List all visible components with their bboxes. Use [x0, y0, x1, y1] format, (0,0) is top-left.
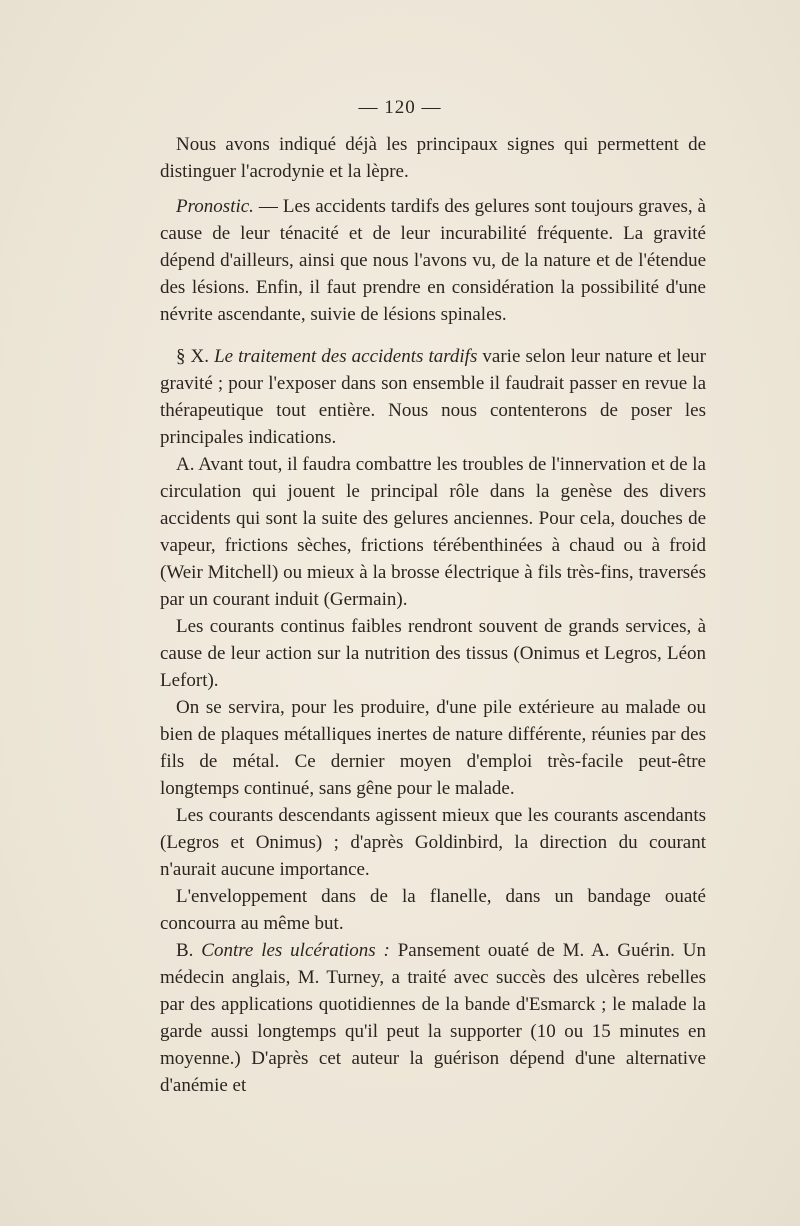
paragraph-text: Les courants descendants agissent mieux que les courants ascendants (Legros et Onimus) ; d'après Goldinbird, la direction du courant n'aurait aucune importance. — [160, 805, 706, 880]
section-letter: B. — [176, 940, 202, 961]
paragraph-b-ulcerations — [160, 937, 706, 1099]
paragraph-a-innervation — [160, 451, 706, 613]
paragraph-pronostic — [160, 193, 706, 328]
section-heading-ulcerations: Contre les ulcérations : — [201, 940, 390, 961]
paragraph-pile — [160, 694, 706, 802]
paragraph-courants-descendants — [160, 802, 706, 883]
paragraph-text: varie selon leur nature et leur gravité ; pour l'exposer dans son ensemble il faudrait passer en revue la thérapeutique tout entière. Nous nous contenterons de poser les principales indications. — [160, 346, 706, 448]
paragraph-text: — Les accidents tardifs des gelures sont toujours graves, à cause de leur ténacité et de leur incurabilité fréquente. La gravité dépend d'ailleurs, ainsi que nous l'avons vu, de la nature et de l'étendue des lésions. Enfin, il faut prendre en considération la possibilité d'une névrite ascendante, suivie de lésions spinales. — [160, 196, 706, 325]
paragraph-diagnosis-note — [160, 131, 706, 185]
page-number: — 120 — — [358, 97, 442, 118]
section-heading-pronostic: Pronostic. — [176, 196, 254, 217]
section-number: § X. — [176, 346, 215, 367]
section-heading-traitement: Le traitement des accidents tardifs — [214, 346, 478, 367]
paragraph-text: On se servira, pour les produire, d'une pile extérieure au malade ou bien de plaques métalliques inertes de nature différente, réunies par des fils de métal. Ce dernier moyen d'emploi très-facile peut-être longtemps continué, sans gêne pour le malade. — [160, 697, 706, 799]
paragraph-text: Pansement ouaté de M. A. Guérin. Un médecin anglais, M. Turney, a traité avec succès des ulcères rebelles par des applications quotidiennes de la bande d'Esmarck ; le malade la garde aussi longtemps qu'il peut la supporter (10 ou 15 minutes en moyenne.) D'après cet auteur la guérison dépend d'une alternative d'anémie et — [160, 940, 706, 1096]
paragraph-courants-continus — [160, 613, 706, 694]
body-text — [160, 131, 706, 1099]
paragraph-text: Les courants continus faibles rendront souvent de grands services, à cause de leur action sur la nutrition des tissus (Onimus et Legros, Léon Lefort). — [160, 616, 706, 691]
paragraph-text: L'enveloppement dans de la flanelle, dans un bandage ouaté concourra au même but. — [160, 886, 706, 934]
paragraph-enveloppement — [160, 883, 706, 937]
paragraph-text: A. Avant tout, il faudra combattre les troubles de l'innervation et de la circulation qui jouent le principal rôle dans la genèse des divers accidents qui sont la suite des gelures anciennes. Pour cela, douches de vapeur, frictions sèches, frictions térébenthinées à chaud ou à froid (Weir Mitchell) ou mieux à la brosse électrique à fils très-fins, traversés par un courant induit (Germain). — [160, 454, 706, 610]
paragraph-text: Nous avons indiqué déjà les principaux signes qui permettent de distinguer l'acrodynie et la lèpre. — [160, 134, 706, 182]
paragraph-traitement — [160, 343, 706, 451]
